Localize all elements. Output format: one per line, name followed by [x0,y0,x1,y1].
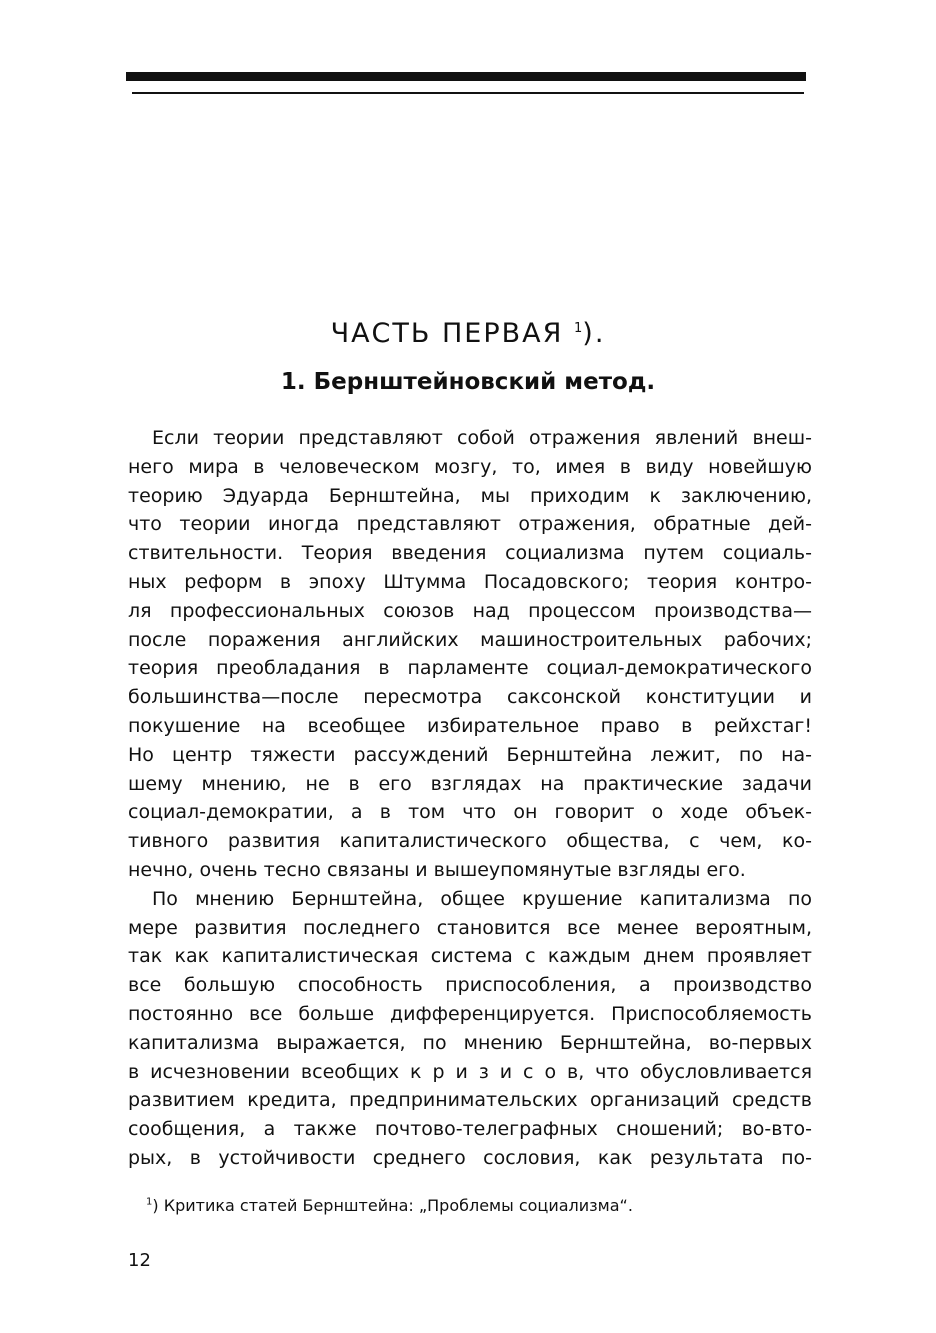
text-line: социал-демократии, а в том что он говорит о ходе объек- [128,801,812,824]
text-line: тивного развития капиталистического общества, с чем, ко- [128,830,812,853]
chapter-title: 1. Бернштейновский метод. [280,369,656,395]
text-line: теория преобладания в парламенте социал-демократического [128,657,812,680]
text-line: мере развития последнего становится все менее вероятным, [128,916,812,939]
part-footnote-mark[interactable]: 1 [574,321,583,336]
footnote-mark: 1 [146,1196,153,1208]
text-line: покушение на всеобщее избирательное право в рейхстаг! [128,714,812,737]
text-line: в исчезновении всеобщих к р и з и с о в, что обусловливается [128,1060,812,1083]
text-line: рых, в устойчивости среднего сословия, как результата по- [128,1146,812,1169]
part-title [0,318,936,349]
header-thick-rule [126,72,806,81]
text-line: все большую способность приспособления, а производство [128,974,812,997]
header-thin-rule [132,92,804,94]
text-line: большинства—после пересмотра саксонской конституции и [128,686,812,709]
footnote [146,1196,633,1215]
text-line: постоянно все больше дифференцируется. Приспособляемость [128,1002,812,1025]
part-title-text: ЧАСТЬ ПЕРВАЯ [330,318,564,349]
text-line: ных реформ в эпоху Штумма Посадовского; теория контро- [128,570,812,593]
part-title-suffix: ). [582,318,606,349]
text-line: теорию Эдуарда Бернштейна, мы приходим к заключению, [128,484,812,507]
text-line: развитием кредита, предпринимательских организаций средств [128,1089,812,1112]
text-line: так как капиталистическая система с каждым днем проявляет [128,945,812,968]
text-line: него мира в человеческом мозгу, то, имея в виду новейшую [128,455,812,478]
text-line: что теории иногда представляют отражения, обратные дей- [128,513,812,536]
text-line: Если теории представляют собой отражения явлений внеш- [152,427,812,449]
text-line: ствительности. Теория введения социализма путем социаль- [128,542,812,565]
text-line: шему мнению, не в его взглядах на практические задачи [128,772,812,795]
footnote-text: ) Критика статей Бернштейна: „Проблемы социализма“. [152,1196,633,1215]
text-line: ля профессиональных союзов над процессом производства— [128,599,812,622]
body-text [128,424,812,1173]
text-line: после поражения английских машиностроительных рабочих; [128,628,812,651]
text-line: сообщения, а также почтово-телеграфных сношений; во-вто- [128,1118,812,1141]
page-number: 12 [128,1250,151,1271]
text-line: капитализма выражается, по мнению Бернштейна, во-первых [128,1031,812,1054]
text-line: нечно, очень тесно связаны и вышеупомянутые взгляды его. [128,858,746,881]
text-line: Но центр тяжести рассуждений Бернштейна лежит, по на- [128,743,812,766]
text-line: По мнению Бернштейна, общее крушение капитализма по [152,887,812,910]
